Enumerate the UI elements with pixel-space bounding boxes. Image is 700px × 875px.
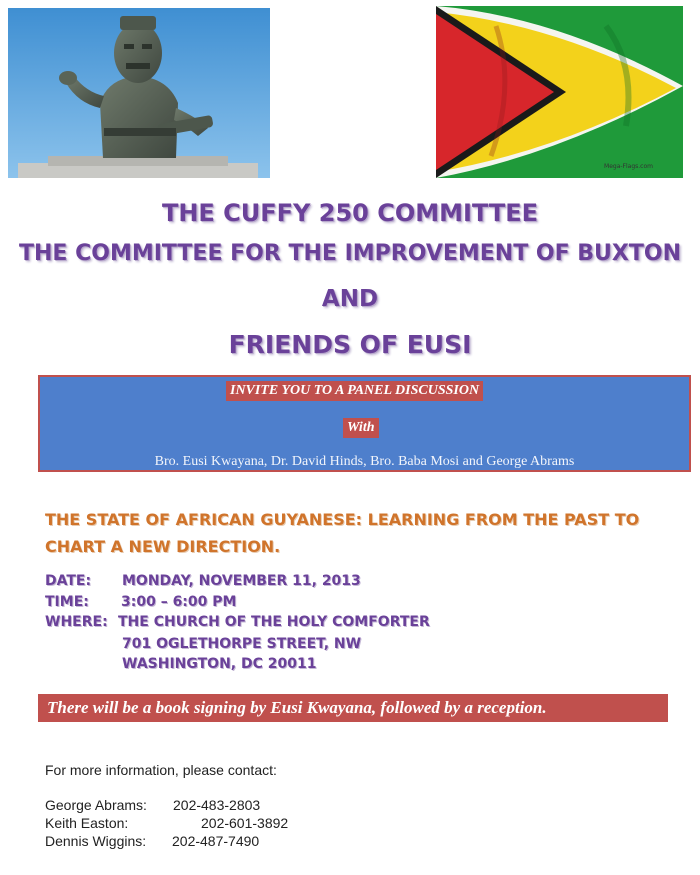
flag-credit-text: Mega-Flags.com bbox=[604, 163, 653, 170]
headline-cuffy-committee: THE CUFFY 250 COMMITTEE bbox=[161, 199, 539, 227]
invite-label: INVITE YOU TO A PANEL DISCUSSION bbox=[226, 381, 483, 401]
date-value: MONDAY, NOVEMBER 11, 2013 bbox=[122, 573, 361, 589]
headline-buxton-committee: THE COMMITTEE FOR THE IMPROVEMENT OF BUXTON bbox=[18, 241, 681, 266]
guyana-flag-photo bbox=[436, 6, 683, 178]
venue-city: WASHINGTON, DC 20011 bbox=[122, 656, 317, 672]
discussion-topic: THE STATE OF AFRICAN GUYANESE: LEARNING FROM THE PAST TO CHART A NEW DIRECTION. bbox=[45, 510, 640, 556]
headline-and: AND bbox=[321, 286, 379, 312]
contact-intro: For more information, please contact: bbox=[45, 762, 277, 778]
contact-name: Dennis Wiggins: bbox=[45, 833, 147, 849]
venue-street: 701 OGLETHORPE STREET, NW bbox=[122, 636, 362, 652]
contact-phone: 202-483-2803 bbox=[173, 797, 261, 813]
venue-name: THE CHURCH OF THE HOLY COMFORTER bbox=[118, 614, 430, 630]
where-label: WHERE: bbox=[45, 614, 108, 630]
with-label: With bbox=[343, 418, 379, 438]
contact-name: George Abrams: bbox=[45, 797, 147, 813]
book-signing-banner: There will be a book signing by Eusi Kwayana, followed by a reception. bbox=[38, 694, 668, 722]
date-label: DATE: bbox=[45, 573, 92, 589]
invite-panel bbox=[38, 375, 691, 472]
headline-friends-of-eusi: FRIENDS OF EUSI bbox=[228, 330, 472, 359]
contact-name: Keith Easton: bbox=[45, 815, 129, 831]
cuffy-monument-photo bbox=[8, 8, 270, 178]
contact-phone: 202-487-7490 bbox=[172, 833, 260, 849]
contact-phone: 202-601-3892 bbox=[201, 815, 289, 831]
time-label: TIME: bbox=[45, 594, 89, 610]
panelists-text: Bro. Eusi Kwayana, Dr. David Hinds, Bro. Baba Mosi and George Abrams bbox=[154, 454, 575, 469]
time-value: 3:00 – 6:00 PM bbox=[121, 594, 237, 610]
